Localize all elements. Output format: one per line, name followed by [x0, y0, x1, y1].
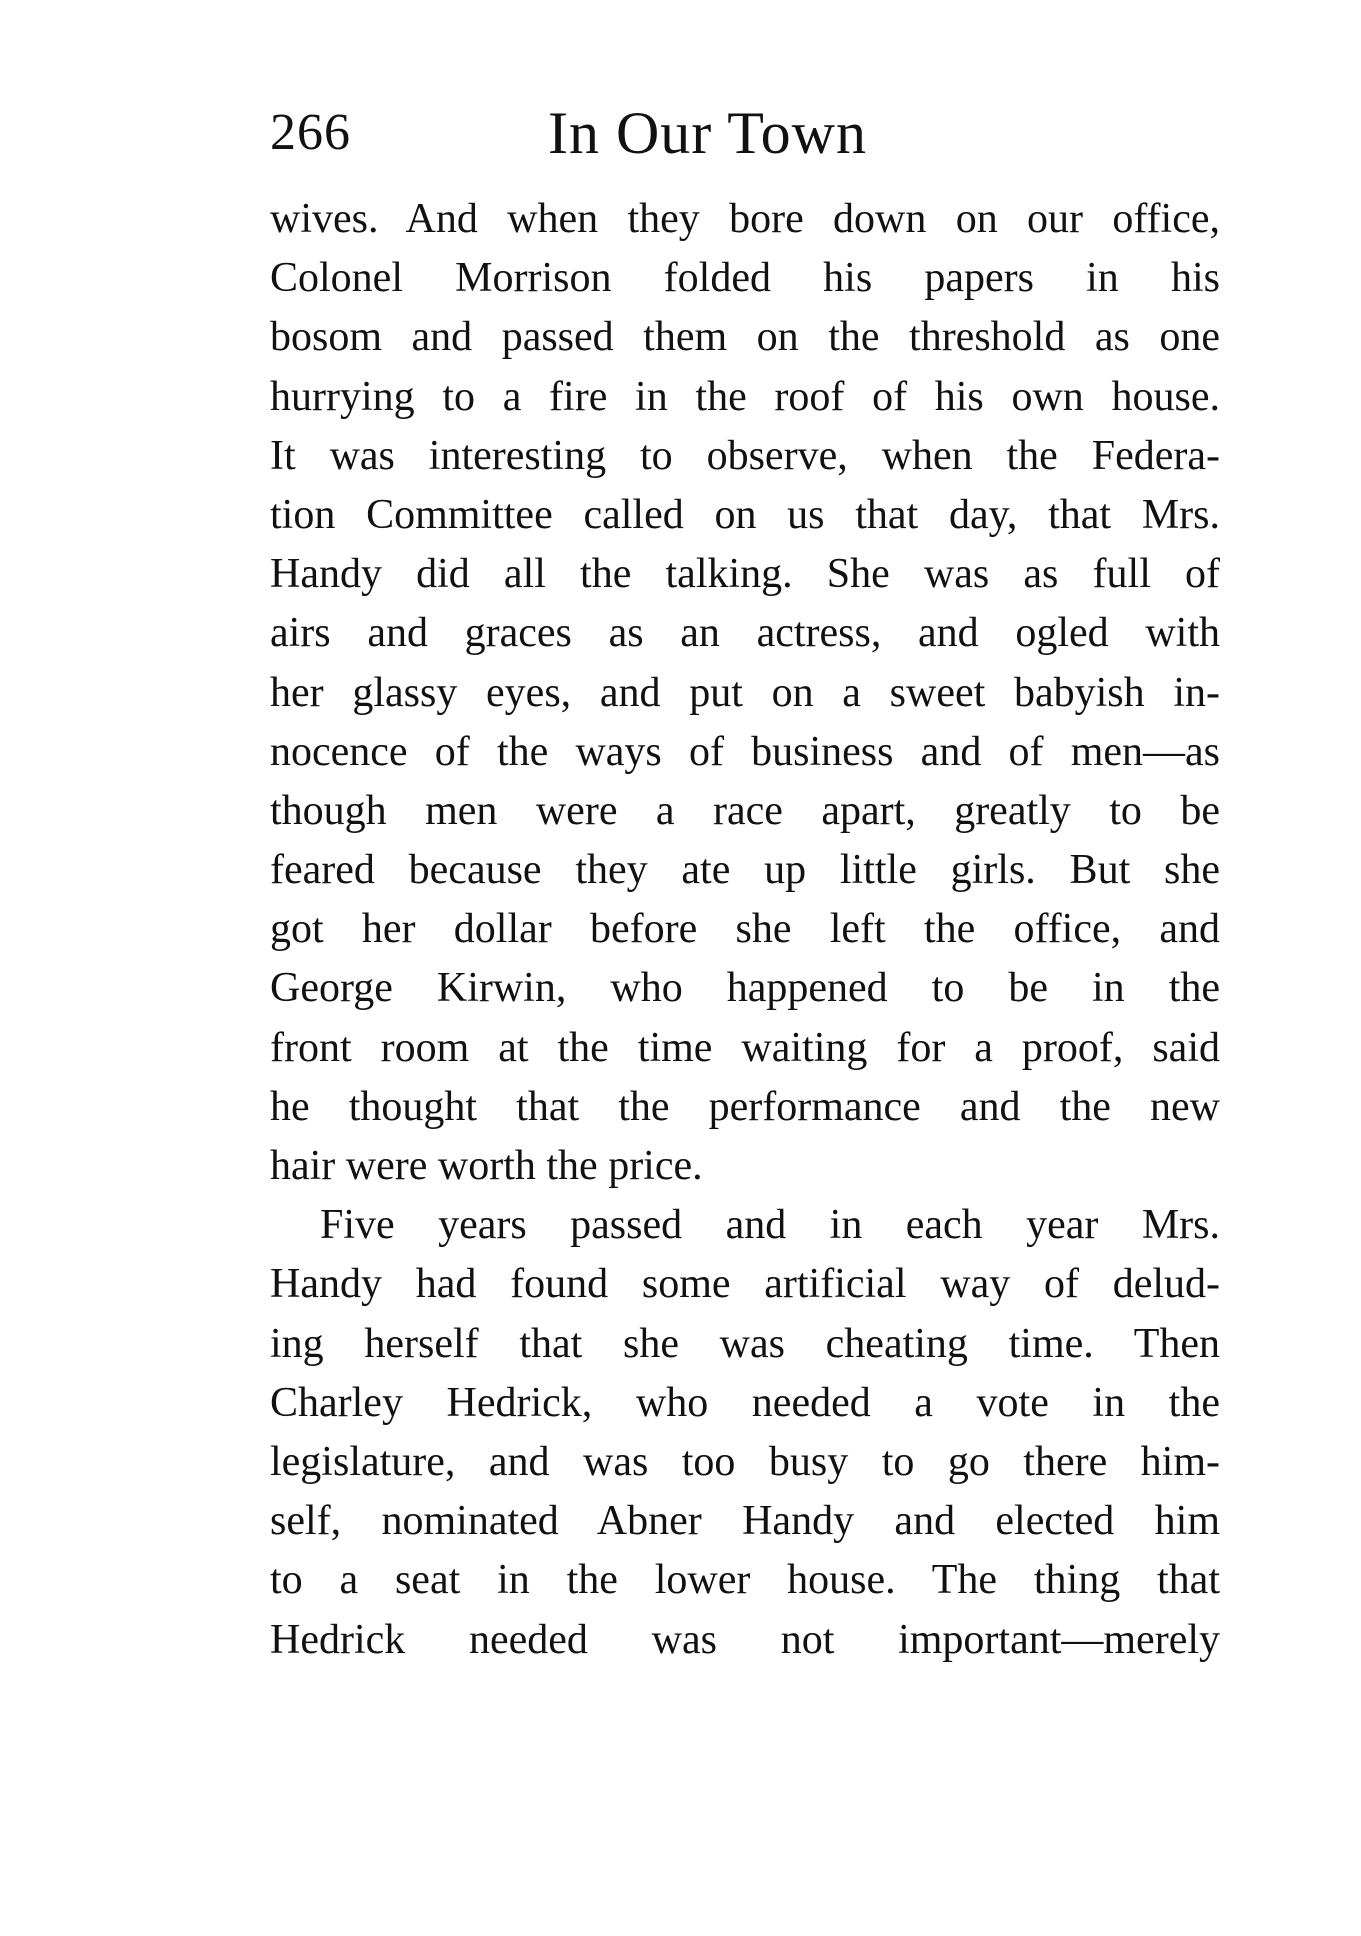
text-line: bosom and passed them on the threshold as one	[270, 314, 1220, 361]
running-head	[270, 98, 1220, 168]
text-line: Handy did all the talking. She was as full of	[270, 551, 1220, 598]
page-number: 266	[270, 104, 351, 161]
text-line: wives. And when they bore down on our office,	[270, 196, 1220, 242]
text-line: ing herself that she was cheating time. Then	[270, 1320, 1220, 1367]
paragraph-end-line: hair were worth the price.	[270, 1143, 703, 1189]
text-line: nocence of the ways of business and of men—as	[270, 728, 1220, 775]
paragraph-start-line: Five years passed and in each year Mrs.	[320, 1202, 1220, 1249]
text-line: to a seat in the lower house. The thing that	[270, 1557, 1220, 1604]
text-line: tion Committee called on us that day, that Mrs.	[270, 491, 1220, 538]
text-line: got her dollar before she left the office, and	[270, 906, 1220, 953]
text-line: her glassy eyes, and put on a sweet babyish in-	[270, 669, 1220, 716]
text-line: Hedrick needed was not important—merely	[270, 1616, 1220, 1663]
running-title: In Our Town	[548, 100, 867, 166]
text-line: It was interesting to observe, when the Federa-	[270, 432, 1220, 479]
body-text	[270, 190, 1220, 1670]
text-line: self, nominated Abner Handy and elected him	[270, 1498, 1220, 1545]
text-line: hurrying to a fire in the roof of his own house.	[270, 373, 1220, 420]
text-line: Charley Hedrick, who needed a vote in the	[270, 1379, 1220, 1426]
text-line: front room at the time waiting for a proof, said	[270, 1024, 1220, 1071]
text-line: feared because they ate up little girls. But she	[270, 847, 1220, 894]
text-line: though men were a race apart, greatly to be	[270, 787, 1220, 834]
text-line: Colonel Morrison folded his papers in his	[270, 255, 1220, 302]
text-line: he thought that the performance and the new	[270, 1083, 1220, 1130]
text-line: Handy had found some artificial way of delud-	[270, 1261, 1220, 1308]
text-line: George Kirwin, who happened to be in the	[270, 965, 1220, 1012]
text-line: airs and graces as an actress, and ogled with	[270, 610, 1220, 657]
text-line: legislature, and was too busy to go there him-	[270, 1438, 1220, 1485]
